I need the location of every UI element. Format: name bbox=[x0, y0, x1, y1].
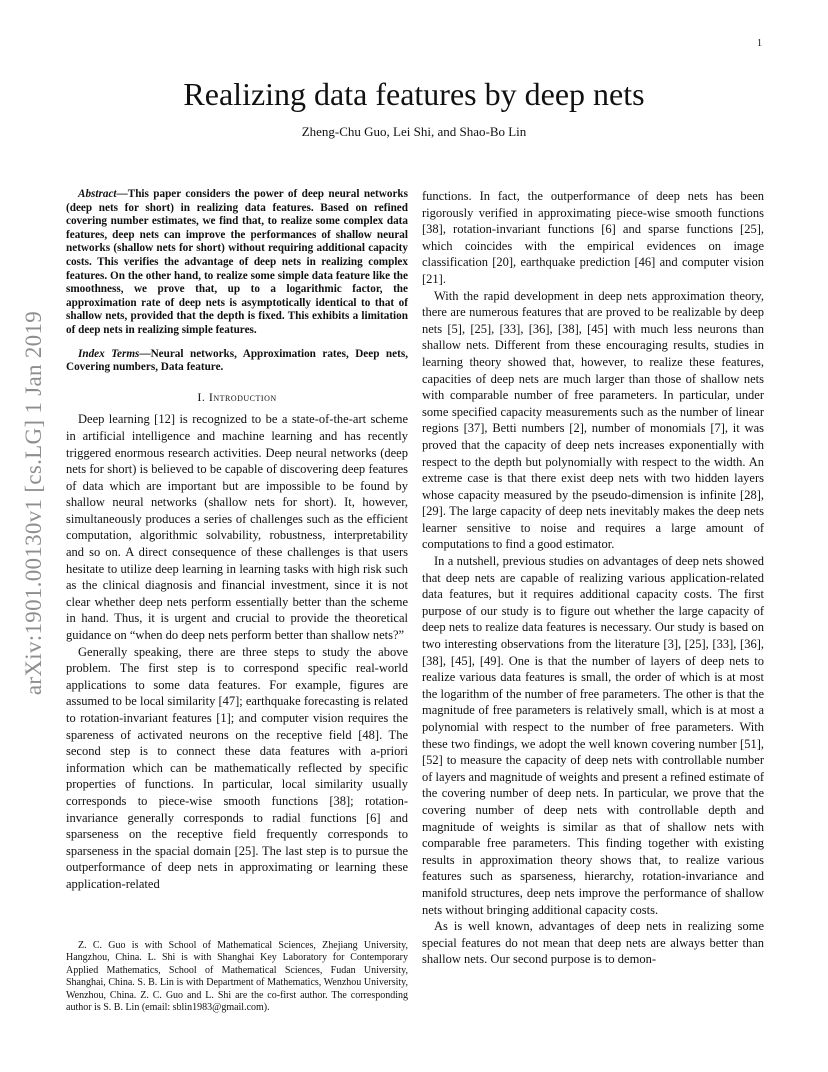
left-column bbox=[66, 188, 408, 893]
author-footnote: Z. C. Guo is with School of Mathematical Sciences, Zhejiang University, Hangzhou, China. L. Shi is with Shanghai Key Laboratory for Contemporary Applied Mathematics, School of Mathematical Sciences, Fudan University, Shanghai, China. S. B. Lin is with Department of Mathematics, Wenzhou University, Wenzhou, China. Z. C. Guo and L. Shi are the co-first author. The corresponding author is S. B. Lin (email: sblin1983@gmail.com). bbox=[66, 940, 408, 1014]
arxiv-stamp-text: arXiv:1901.00130v1 [cs.LG] 1 Jan 2019 bbox=[21, 310, 46, 696]
page-number: 1 bbox=[757, 38, 762, 49]
index-terms bbox=[66, 348, 408, 375]
abstract-text: —This paper considers the power of deep neural networks (deep nets for short) in realizing data features. Based on refined covering number estimates, we find that, to realize some complex data features, deep nets can improve the performances of shallow neural networks (shallow nets for short) without requiring additional capacity costs. This verifies the advantage of deep nets in realizing complex features. On the other hand, to realize some simple data feature like the smoothness, we prove that, up to a logarithmic factor, the approximation rate of deep nets is asymptotically identical to that of shallow nets, provided that the depth is fixed. This exhibits a limitation of deep nets in realizing simple features. bbox=[66, 188, 408, 336]
index-terms-text: —Neural networks, Approximation rates, Deep nets, Covering numbers, Data feature. bbox=[66, 347, 408, 374]
abstract bbox=[66, 188, 408, 338]
right-paragraph-1: functions. In fact, the outperformance of deep nets has been rigorously verified in approximating piece-wise smooth functions [38], rotation-invariant functions [6] and sparse functions [25], which coincides with the empirical evidences on image classification [20], earthquake prediction [46] and computer vision [21]. bbox=[422, 189, 764, 286]
section-heading-introduction: I. Introduction bbox=[197, 389, 277, 404]
paper-title: Realizing data features by deep nets bbox=[183, 76, 645, 112]
paper-authors: Zheng-Chu Guo, Lei Shi, and Shao-Bo Lin bbox=[301, 124, 527, 139]
right-paragraph-3: In a nutshell, previous studies on advantages of deep nets showed that deep nets are capable of realizing various application-related data features, but it requires additional capacity costs. The first purpose of our study is to figure out whether the large capacity of deep nets to realize data features is necessary. Our study is based on two interesting observations from the literature [3], [25], [33], [36], [38], [45], [49]. One is that the number of layers of deep nets to realize various data features is small, the order of which is at most the logarithm of the number of free parameters. The other is that the magnitude of free parameters is relatively small, which is at most a polynomial with respect to the number of free parameters. With these two findings, we adopt the well known covering number [51], [52] to measure the capacity of deep nets with controllable number of layers and magnitude of weights and present a refined estimate of the covering number of deep nets. In particular, we prove that the covering number of deep nets with controllable depth and magnitude of weights is similar as that of shallow nets with comparable free parameters. This finding together with existing results in approximation theory shows that, to realize various features such as sparseness, hierarchy, rotation-invariance and manifold structures, deep nets improve the performance of shallow nets without bringing additional capacity costs. bbox=[422, 554, 764, 917]
right-column bbox=[422, 188, 764, 968]
right-paragraph-2: With the rapid development in deep nets approximation theory, there are numerous features that are proved to be realizable by deep nets [5], [25], [33], [36], [38], [45] with much less neurons than shallow nets. Different from these encouraging results, studies in learning theory showed that, however, to realize these features, capacities of deep nets are much larger than those of shallow nets with comparable number of free parameters. In particular, under some specified capacity measurements such as the number of linear regions [37], Betti numbers [2], number of monomials [7], it was proved that the capacity of deep nets increases exponentially with respect to the depth but polynomially with respect to the width. An extreme case is that there exist deep nets with two hidden layers whose capacity measured by the pseudo-dimension is infinite [28], [29]. The large capacity of deep nets inevitably makes the deep nets learner sensitive to noise and requires a large amount of computations to find a good estimator. bbox=[422, 288, 764, 552]
index-terms-label: Index Terms bbox=[78, 347, 140, 360]
abstract-label: Abstract bbox=[78, 188, 117, 200]
right-paragraph-4: As is well known, advantages of deep nets in realizing some special features do not mean that deep nets are always better than shallow nets. Our second purpose is to demon- bbox=[422, 919, 764, 967]
left-paragraph-2: Generally speaking, there are three steps to study the above problem. The first step is to correspond specific real-world applications to some data features. For example, figures are assumed to be local similarity [47]; earthquake forecasting is related to rotation-invariant features [1]; and computer vision requires the spareness of activated neurons on the receptive field [48]. The second step is to connect these data features with a-priori information which can be mathematically reflected by specific properties of functions. In particular, local similarity usually corresponds to piece-wise smooth functions [38]; rotation-invariance generally corresponds to radial functions [6] and sparseness on the receptive field frequently corresponds to sparseness in the spacial domain [25]. The last step is to pursue the outperformance of deep nets in approximating or learning these application-related bbox=[66, 644, 408, 891]
arxiv-stamp bbox=[14, 268, 54, 738]
left-paragraph-1: Deep learning [12] is recognized to be a state-of-the-art scheme in artificial intelligence and machine learning and has recently triggered enormous research activities. Deep neural networks (deep nets for short) is believed to be capable of discovering deep features of data which are important but are impossible to be found by shallow neural networks (shallow nets for short). It, however, simultaneously produces a series of challenges such as the efficient computation, algorithmic solvability, robustness, interpretability and so on. A direct consequence of these challenges is that users hesitate to utilize deep learning in learning tasks with high risk such as the clinical diagnosis and financial investment, since it is not clear whether deep nets perform essentially better than the scheme in hand. Thus, it is urgent and crucial to provide the theoretical guidance on “when do deep nets perform better than shallow nets?” bbox=[66, 412, 408, 643]
